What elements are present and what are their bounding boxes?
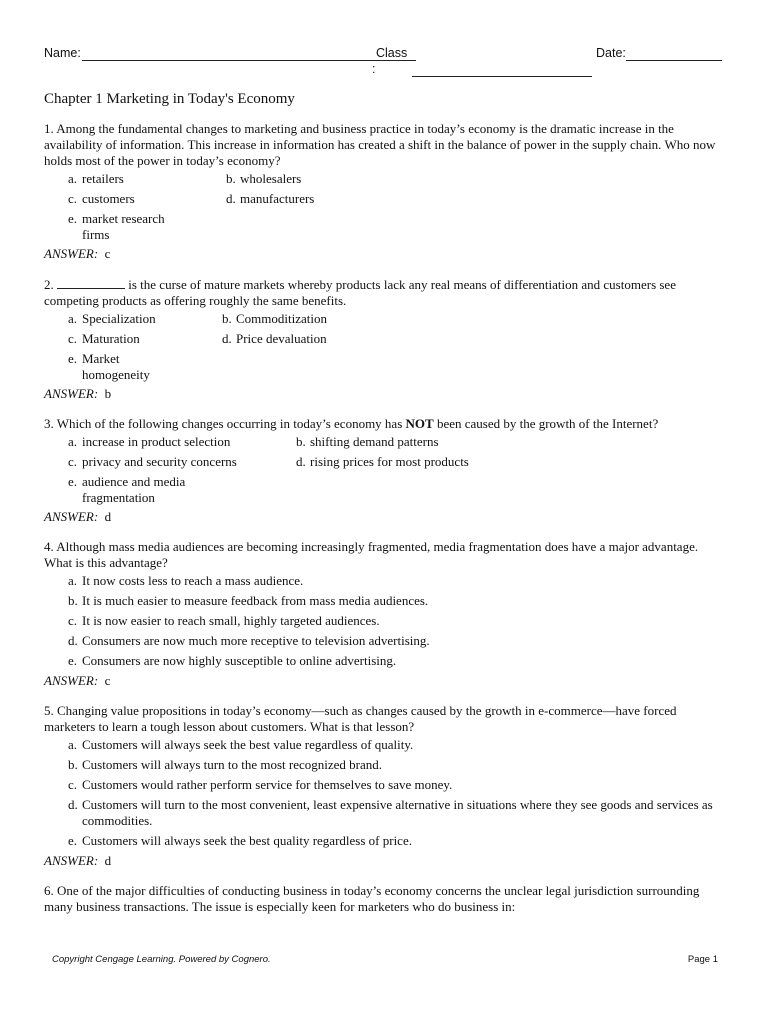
choice-e: e. Consumers are now highly susceptible to online advertising. bbox=[68, 653, 397, 668]
choice-e: e. Market homogeneity bbox=[68, 351, 150, 382]
answer-value: b bbox=[104, 386, 112, 401]
question-stem: 3. Which of the following changes occurring in today’s economy has NOT been caused by the growth of the Internet? bbox=[44, 416, 659, 431]
question-1 bbox=[44, 121, 724, 262]
answer-line: ANSWER: c bbox=[44, 246, 111, 261]
choice-b: b. shifting demand patterns bbox=[296, 434, 439, 449]
choice-b: b. Customers will always turn to the most recognized brand. bbox=[68, 757, 383, 772]
choice-list bbox=[68, 573, 724, 669]
choice-b: b. wholesalers bbox=[226, 171, 302, 186]
choice-d: d. Customers will turn to the most convenient, least expensive alternative in situations where they see goods and services as commodities. bbox=[68, 797, 713, 828]
page-title: Chapter 1 Marketing in Today's Economy bbox=[44, 91, 295, 107]
choice-grid bbox=[68, 171, 724, 243]
class-label: Class bbox=[376, 46, 408, 60]
question-stem: 2. is the curse of mature markets whereby products lack any real means of differentiation and customers see competing products as offering roughly the same benefits. bbox=[44, 277, 676, 308]
choice-e: e. Customers will always seek the best quality regardless of price. bbox=[68, 833, 412, 848]
choice-c: c. It is now easier to reach small, highly targeted audiences. bbox=[68, 613, 380, 628]
copyright-text: Copyright Cengage Learning. Powered by Cognero. bbox=[52, 954, 271, 965]
choice-b: b. It is much easier to measure feedback from mass media audiences. bbox=[68, 593, 429, 608]
choice-a: a. increase in product selection bbox=[68, 434, 231, 449]
answer-value: c bbox=[104, 673, 111, 688]
answer-value: d bbox=[104, 853, 112, 868]
choice-b: b. Commoditization bbox=[222, 311, 327, 326]
choice-e: e. market research firms bbox=[68, 211, 165, 242]
choice-c: c. Maturation bbox=[68, 331, 140, 346]
choice-d: d. Consumers are now much more receptive to television advertising. bbox=[68, 633, 430, 648]
answer-line: ANSWER: d bbox=[44, 509, 112, 524]
answer-line: ANSWER: d bbox=[44, 853, 112, 868]
date-label: Date: bbox=[596, 46, 626, 60]
answer-value: d bbox=[104, 509, 112, 524]
choice-a: a. It now costs less to reach a mass audience. bbox=[68, 573, 304, 588]
question-stem: 5. Changing value propositions in today’s economy—such as changes caused by the growth in e-commerce—have forced marketers to learn a tough lesson about customers. What is that lesson? bbox=[44, 703, 677, 734]
choice-a: a. Customers will always seek the best value regardless of quality. bbox=[68, 737, 414, 752]
choice-list bbox=[68, 737, 724, 849]
choice-grid bbox=[68, 434, 724, 506]
class-colon: : bbox=[372, 62, 376, 76]
answer-value: c bbox=[104, 246, 111, 261]
date-field-line[interactable] bbox=[626, 60, 722, 61]
choice-grid bbox=[68, 311, 724, 383]
question-stem: 6. One of the major difficulties of conducting business in today’s economy concerns the unclear legal jurisdiction surrounding many business transactions. The issue is especially keen for marketers who do business in: bbox=[44, 883, 700, 914]
choice-c: c. privacy and security concerns bbox=[68, 454, 237, 469]
class-field-line[interactable] bbox=[412, 76, 592, 77]
choice-d: d. rising prices for most products bbox=[296, 454, 469, 469]
name-field-line[interactable] bbox=[82, 60, 416, 61]
question-6 bbox=[44, 883, 724, 915]
question-5 bbox=[44, 703, 724, 869]
header bbox=[44, 44, 734, 84]
choice-d: d. manufacturers bbox=[226, 191, 315, 206]
choice-e: e. audience and media fragmentation bbox=[68, 474, 186, 505]
choice-d: d. Price devaluation bbox=[222, 331, 327, 346]
choice-a: a. retailers bbox=[68, 171, 124, 186]
page-number: Page 1 bbox=[687, 954, 718, 965]
fill-in-blank bbox=[57, 276, 125, 289]
question-4 bbox=[44, 539, 724, 689]
question-2 bbox=[44, 276, 724, 402]
choice-c: c. Customers would rather perform service for themselves to save money. bbox=[68, 777, 453, 792]
choice-a: a. Specialization bbox=[68, 311, 156, 326]
answer-line: ANSWER: c bbox=[44, 673, 111, 688]
question-stem: 1. Among the fundamental changes to marketing and business practice in today’s economy is the dramatic increase in the availability of information. This increase in information has created a shift in the balance of power in the supply chain. Who now holds most of the power in today’s economy? bbox=[44, 121, 716, 168]
answer-line: ANSWER: b bbox=[44, 386, 112, 401]
question-list bbox=[44, 121, 724, 929]
question-3 bbox=[44, 416, 724, 525]
choice-c: c. customers bbox=[68, 191, 135, 206]
question-stem: 4. Although mass media audiences are becoming increasingly fragmented, media fragmentation does have a major advantage. What is this advantage? bbox=[44, 539, 699, 570]
name-label: Name: bbox=[44, 46, 81, 60]
